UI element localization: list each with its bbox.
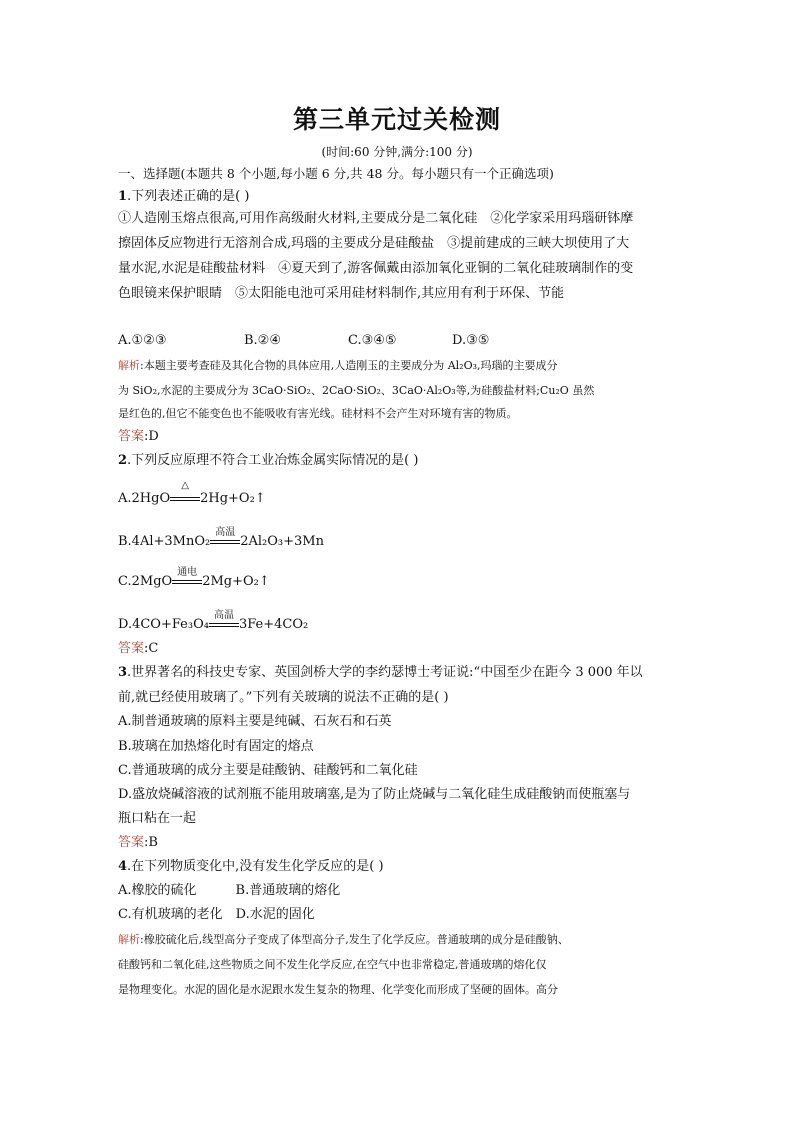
q3-answer: 答案:B [118, 835, 158, 850]
q1-option-b: B.②④ [244, 333, 281, 348]
q3-option-b: B.玻璃在加热熔化时有固定的熔点 [118, 739, 314, 754]
q1-line: 量水泥,水泥是硅酸盐材料 ④夏天到了,游客佩戴由添加氧化亚铜的二氧化硅玻璃制作的变 [118, 261, 634, 276]
q4-stem: 4.在下列物质变化中,没有发生化学反应的是( ) [118, 859, 384, 874]
q1-analysis-line: 是红色的,但它不能变色也不能吸收有害光线。硅材料不会产生对环境有害的物质。 [118, 407, 518, 420]
page-title: 第三单元过关检测 [292, 105, 501, 134]
q1-line: 擦固体反应物进行无溶剂合成,玛瑙的主要成分是硅酸盐 ③提前建成的三峡大坝使用了大 [118, 236, 630, 251]
q1-analysis: 解析:本题主要考查硅及其化合物的具体应用,人造刚玉的主要成分为 Al₂O₃,玛瑙的主要成分 [118, 359, 558, 372]
q3-option-c: C.普通玻璃的成分主要是硅酸钠、硅酸钙和二氧化硅 [118, 763, 418, 778]
reaction-arrow: △ [170, 490, 200, 504]
q1-line: 色眼镜来保护眼睛 ⑤太阳能电池可采用硅材料制作,其应用有利于环保、节能 [118, 286, 565, 301]
q1-stem [118, 188, 688, 206]
reaction-arrow: 通电 [172, 573, 202, 587]
analysis-label: 解析 [118, 933, 140, 946]
q1-options [118, 332, 688, 350]
q3-line: 前,就已经使用玻璃了。”下列有关玻璃的说法不正确的是( ) [118, 690, 449, 705]
q2-number: 2 [118, 453, 128, 468]
page-subtitle: (时间:60 分钟,满分:100 分) [321, 145, 473, 159]
q1-option-d: D.③⑤ [452, 333, 490, 348]
q2-option-a: A.2HgO △ 2Hg+O₂↑ [118, 480, 266, 506]
q2-option-b: B.4Al+3MnO₂ 高温 2Al₂O₃+3Mn [118, 527, 324, 549]
q3-stem: 3.世界著名的科技史专家、英国剑桥大学的李约瑟博士考证说:“中国至少在距今 3 000 年以 [118, 665, 643, 680]
q3-option-a: A.制普通玻璃的原料主要是纯碱、石灰石和石英 [118, 714, 392, 729]
q1-line: ①人造刚玉熔点很高,可用作高级耐火材料,主要成分是二氧化硅 ②化学家采用玛瑙研钵摩 [118, 211, 634, 226]
q4-analysis: 解析:橡胶硫化后,线型高分子变成了体型高分子,发生了化学反应。普通玻璃的成分是硅酸钠、 [118, 933, 569, 946]
q1-analysis-line: 为 SiO₂,水泥的主要成分为 3CaO·SiO₂、2CaO·SiO₂、3CaO·Al₂O₃等,为硅酸盐材料;Cu₂O 虽然 [118, 384, 595, 397]
reaction-arrow: 高温 [209, 616, 239, 630]
q1-option-a: A.①②③ [118, 333, 167, 348]
q1-line: .下列表述正确的是( ) [127, 189, 250, 204]
answer-label: 答案 [118, 429, 145, 444]
q3-line: 瓶口粘在一起 [118, 811, 197, 826]
q3-option-d: D.盛放烧碱溶液的试剂瓶不能用玻璃塞,是为了防止烧碱与二氧化硅生成硅酸钠而使瓶塞与 [118, 787, 631, 802]
answer-label: 答案 [118, 641, 145, 656]
q2-stem: 2.下列反应原理不符合工业冶炼金属实际情况的是( ) [118, 453, 419, 468]
q1-number: 1 [118, 189, 128, 204]
q2-answer: 答案:C [118, 641, 159, 656]
q4-analysis-line: 是物理变化。水泥的固化是水泥跟水发生复杂的物理、化学变化而形成了坚硬的固体。高分 [118, 983, 558, 996]
reaction-arrow: 高温 [210, 533, 240, 547]
q4-number: 4 [118, 859, 128, 874]
q2-option-d: D.4CO+Fe₃O₄ 高温 3Fe+4CO₂ [118, 610, 309, 632]
q4-options-row-1: A.橡胶的硫化 B.普通玻璃的熔化 [118, 883, 341, 898]
q1-option-c: C.③④⑤ [348, 333, 397, 348]
section-heading: 一、选择题(本题共 8 个小题,每小题 6 分,共 48 分。每小题只有一个正确选项) [118, 166, 554, 181]
answer-label: 答案 [118, 835, 145, 850]
q2-option-c: C.2MgO 通电 2Mg+O₂↑ [118, 567, 270, 589]
q4-options-row-2: C.有机玻璃的老化 D.水泥的固化 [118, 907, 315, 922]
q3-number: 3 [118, 665, 128, 680]
q1-answer: 答案:D [118, 429, 159, 444]
analysis-label: 解析 [118, 359, 140, 372]
q4-analysis-line: 硅酸钙和二氧化硅,这些物质之间不发生化学反应,在空气中也非常稳定,普通玻璃的熔化仅 [118, 958, 547, 971]
